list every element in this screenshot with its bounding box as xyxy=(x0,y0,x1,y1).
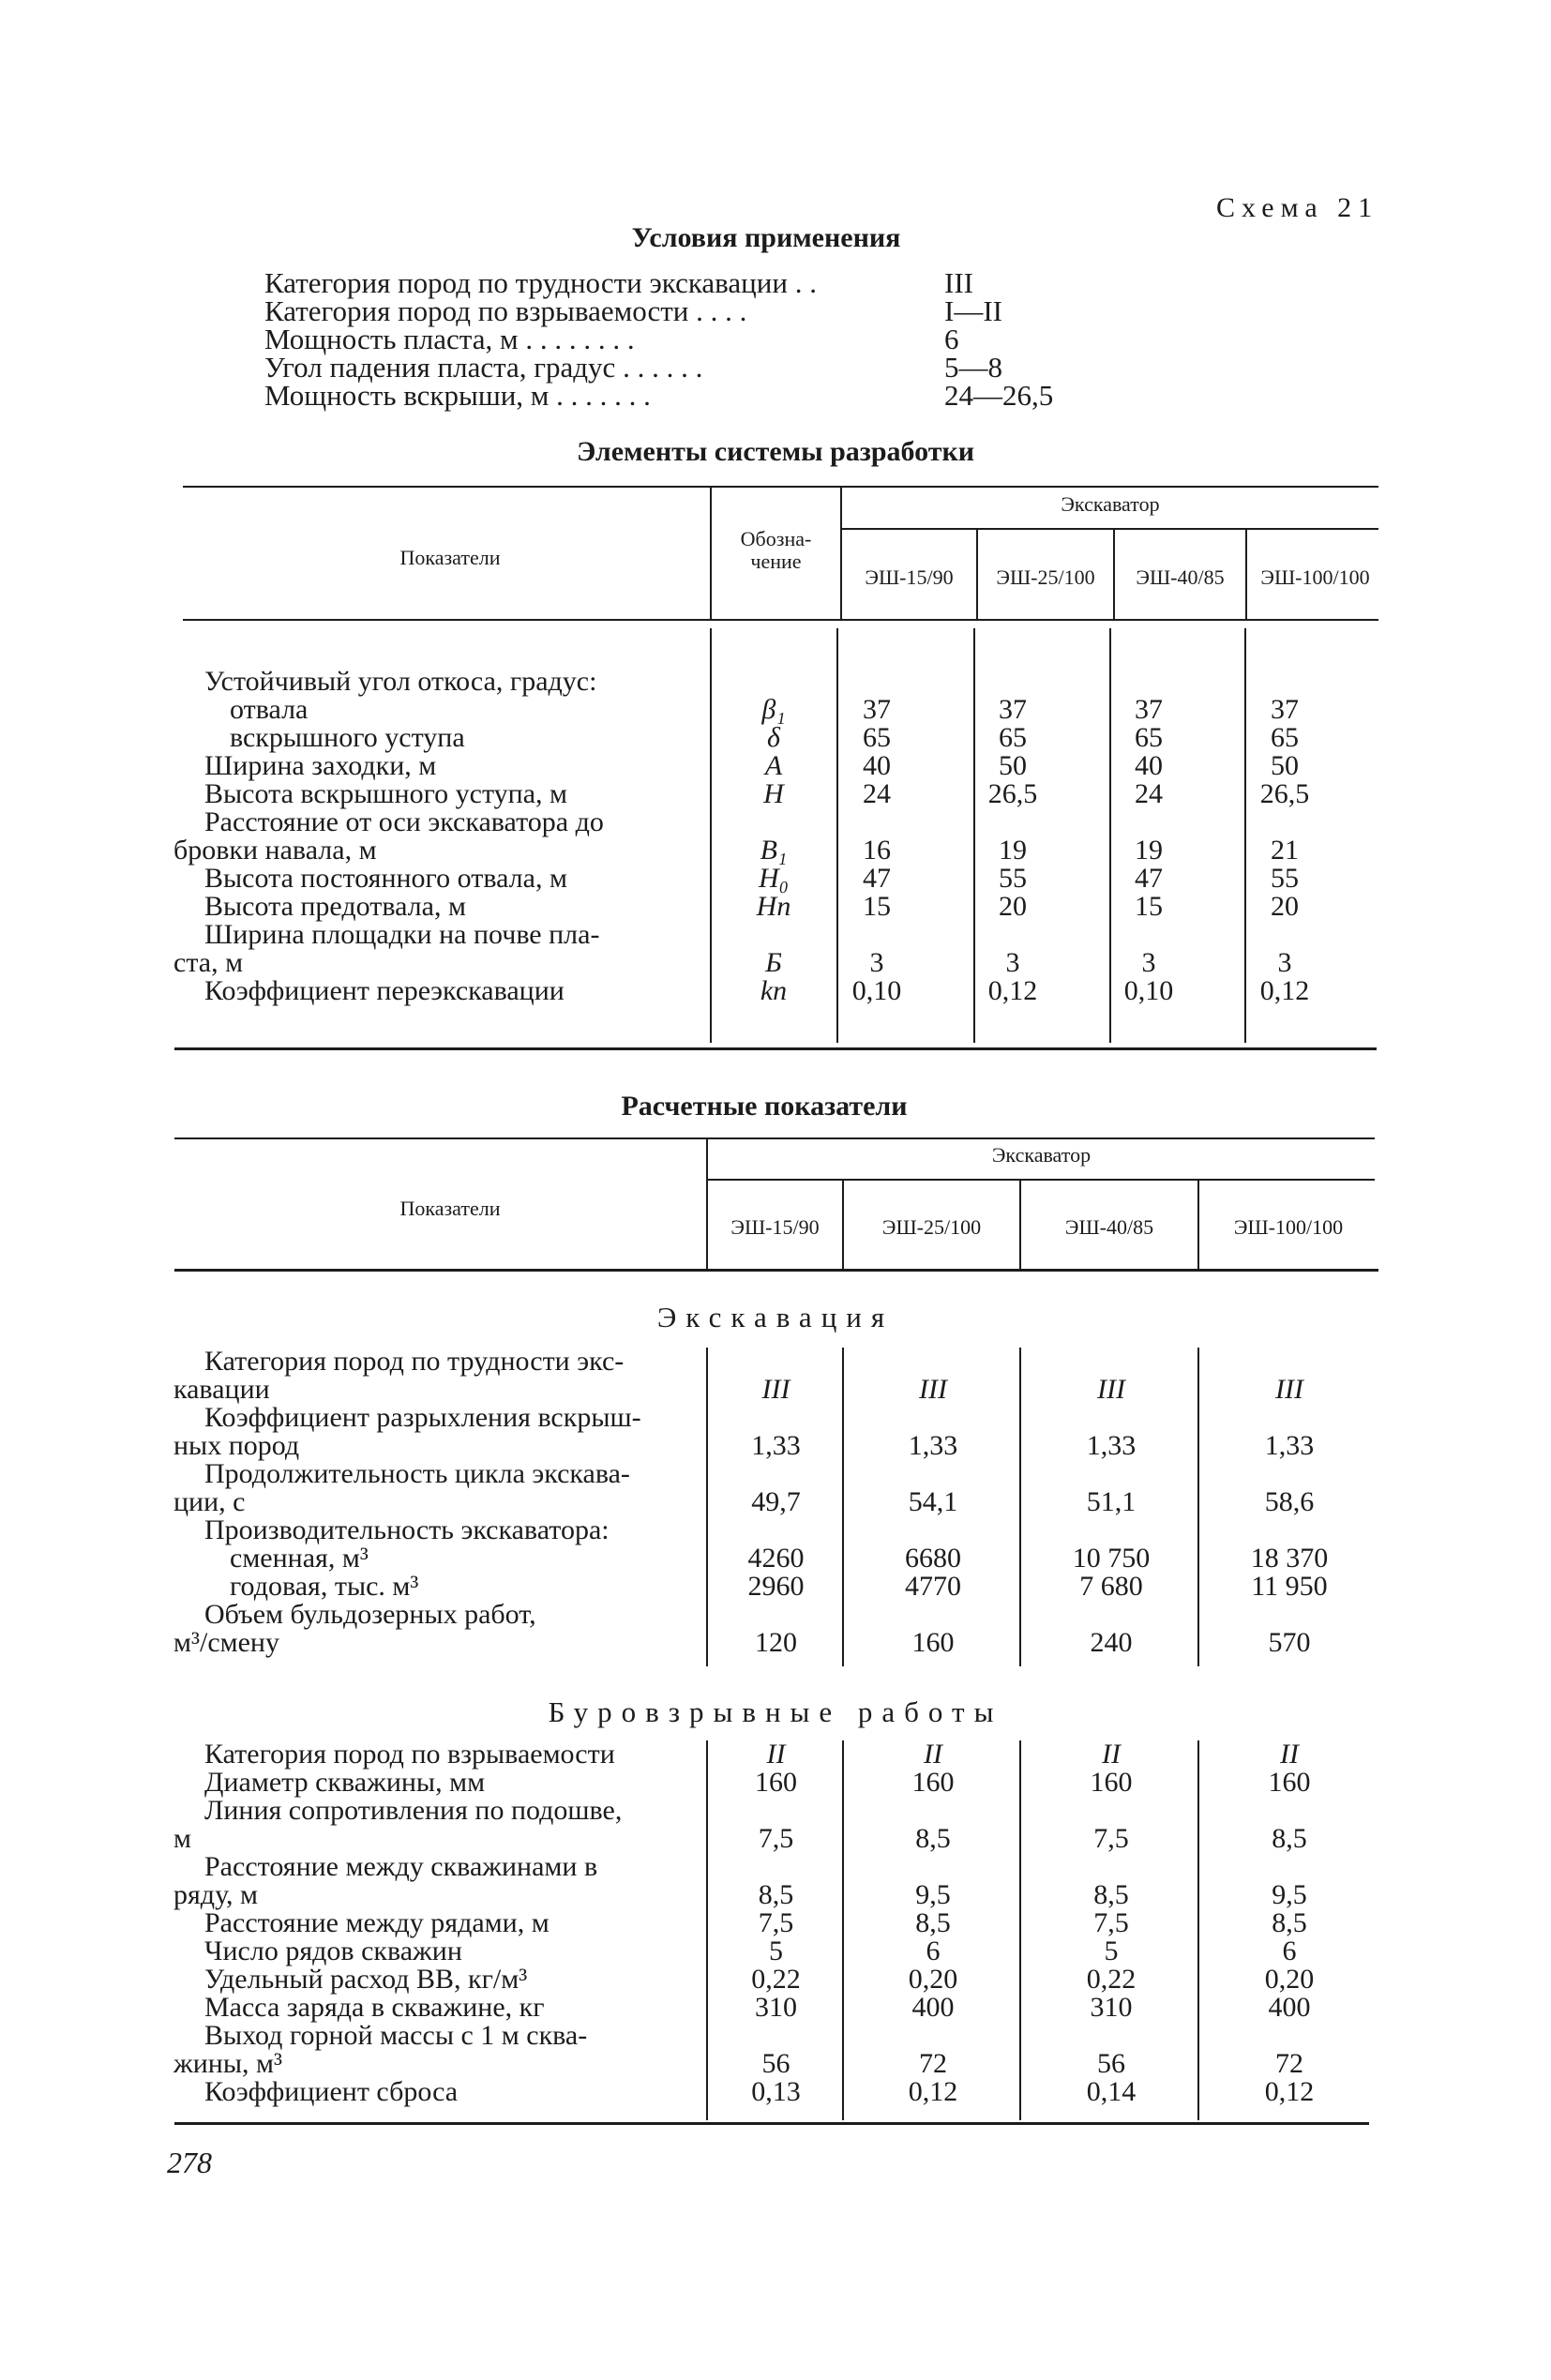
table1-row-symbol: Hп xyxy=(756,891,791,922)
table2-cell: 310 xyxy=(755,1992,797,2023)
table1-cell: 15 xyxy=(1135,891,1163,922)
table1-cell: 16 xyxy=(863,835,891,866)
table1-cell: 3 xyxy=(1005,947,1020,978)
condition-value: 5—8 xyxy=(944,351,1002,384)
table1-excavator-rule xyxy=(841,528,1378,530)
table2-row-label: кавации xyxy=(173,1374,270,1405)
table2-cell: 160 xyxy=(1268,1767,1311,1798)
table1-header-rule xyxy=(183,619,1378,621)
table1-cell: 37 xyxy=(999,694,1027,725)
table1-cell: 3 xyxy=(1277,947,1292,978)
table2-row-label: Категория пород по трудности экс- xyxy=(204,1346,625,1377)
table1-bottom-rule xyxy=(174,1047,1377,1050)
table1-model-header: ЭШ-40/85 xyxy=(1136,565,1225,589)
table2-cell: 6 xyxy=(1282,1936,1297,1966)
table2-vline xyxy=(1197,1740,1199,2120)
table1-cell: 50 xyxy=(1271,750,1299,781)
table1-cell: 65 xyxy=(999,722,1027,753)
table1-row-label: Высота предотвала, м xyxy=(204,891,466,922)
table2-vline xyxy=(842,1740,844,2120)
table2-cell: 0,22 xyxy=(751,1964,801,1995)
table1-cell: 3 xyxy=(1141,947,1156,978)
table1-row-label: вскрышного уступа xyxy=(230,722,465,753)
table1-cell: 37 xyxy=(1135,694,1163,725)
table2-cell: II xyxy=(1280,1739,1299,1770)
table1-cell: 0,12 xyxy=(987,975,1038,1006)
table1-row-symbol: kп xyxy=(760,975,788,1006)
table2-cell: 310 xyxy=(1090,1992,1133,2023)
table2-cell: 8,5 xyxy=(915,1907,951,1938)
page-number: 278 xyxy=(167,2146,212,2179)
table2-cell: 1,33 xyxy=(1086,1430,1137,1461)
table2-cell: 9,5 xyxy=(1272,1879,1307,1910)
table2-cell: 0,12 xyxy=(908,2076,958,2107)
table1-row-symbol: δ xyxy=(767,722,780,753)
table2-row-label: Объем бульдозерных работ, xyxy=(204,1599,536,1630)
table2-cell: II xyxy=(924,1739,942,1770)
table2-cell: 18 370 xyxy=(1250,1543,1329,1574)
table2-cell: 0,12 xyxy=(1264,2076,1315,2107)
table1-cell: 65 xyxy=(1135,722,1163,753)
table2-vline xyxy=(1197,1348,1199,1666)
table1-cell: 19 xyxy=(999,835,1027,866)
table2-cell: 8,5 xyxy=(758,1879,794,1910)
table1-cell: 20 xyxy=(999,891,1027,922)
table1-cell: 24 xyxy=(1135,778,1163,809)
table2-cell: 5 xyxy=(1104,1936,1119,1966)
table1-vline xyxy=(710,628,712,1043)
table2-cell: 58,6 xyxy=(1264,1486,1315,1517)
condition-value: 24—26,5 xyxy=(944,379,1054,412)
table1-row-label: Высота постоянного отвала, м xyxy=(204,863,567,894)
table2-top-rule xyxy=(174,1137,1375,1139)
table1-cell: 37 xyxy=(863,694,891,725)
table1-cell: 47 xyxy=(863,863,891,894)
table2-row-label: Масса заряда в скважине, кг xyxy=(204,1992,545,2023)
table2-cell: III xyxy=(1275,1374,1303,1405)
table2-cell: 0,20 xyxy=(1264,1964,1315,1995)
condition-label: Мощность пласта, м . . . . . . . . xyxy=(264,323,635,355)
table2-excavator-header: Экскаватор xyxy=(991,1143,1092,1167)
table2-cell: 160 xyxy=(911,1767,955,1798)
table1-cell: 0,12 xyxy=(1259,975,1310,1006)
table2-cell: 0,20 xyxy=(908,1964,958,1995)
table1-cell: 20 xyxy=(1271,891,1299,922)
table1-row-symbol: A xyxy=(764,750,783,781)
table2-vline xyxy=(706,1740,708,2120)
table2-model-header: ЭШ-100/100 xyxy=(1233,1215,1344,1239)
table2-row-label: Линия сопротивления по подошве, xyxy=(204,1795,623,1826)
table1-cell: 47 xyxy=(1135,863,1163,894)
table1-cell: 26,5 xyxy=(1259,778,1310,809)
table1-model-header: ЭШ-25/100 xyxy=(996,565,1095,589)
table2-cell: 0,13 xyxy=(751,2076,801,2107)
table2-cell: 1,33 xyxy=(1264,1430,1315,1461)
table2-cell: 72 xyxy=(919,2048,947,2079)
table2-cell: 160 xyxy=(1090,1767,1133,1798)
condition-label: Категория пород по взрываемости . . . . xyxy=(264,294,747,327)
table2-cell: III xyxy=(761,1374,791,1405)
table1-cell: 15 xyxy=(863,891,891,922)
table1-row-label: Ширина заходки, м xyxy=(204,750,437,781)
table1-cell: 24 xyxy=(863,778,891,809)
table2-row-label: Удельный расход ВВ, кг/м³ xyxy=(204,1964,528,1995)
table2-cell: 8,5 xyxy=(915,1823,951,1854)
table1-cell: 65 xyxy=(863,722,891,753)
table2-row-label: ции, с xyxy=(173,1486,246,1517)
table2-cell: 400 xyxy=(911,1992,955,2023)
table2-row-label: сменная, м³ xyxy=(230,1543,369,1574)
table2-cell: 7,5 xyxy=(1093,1823,1129,1854)
table2-row-label: Категория пород по взрываемости xyxy=(204,1739,615,1770)
table2-cell: 8,5 xyxy=(1093,1879,1129,1910)
condition-label: Угол падения пласта, градус . . . . . . xyxy=(264,351,703,384)
table2-row-label: Расстояние между рядами, м xyxy=(204,1907,550,1938)
table1-row-label: Коэффициент переэкскавации xyxy=(204,975,565,1006)
table2-row-label: м³/смену xyxy=(173,1627,279,1658)
table2-cell: 570 xyxy=(1268,1627,1311,1658)
table2-vline xyxy=(706,1348,708,1666)
table2-cell: 1,33 xyxy=(751,1430,801,1461)
table1-excavator-header: Экскаватор xyxy=(1061,492,1160,516)
table2-cell: 56 xyxy=(761,2048,791,2079)
table1-row-label: Высота вскрышного уступа, м xyxy=(204,778,568,809)
table2-cell: 6 xyxy=(926,1936,941,1966)
table2-model-header: ЭШ-25/100 xyxy=(881,1215,982,1239)
table1-cell: 55 xyxy=(999,863,1027,894)
table2-cell: 10 750 xyxy=(1072,1543,1151,1574)
section-excavation: Экскавация xyxy=(656,1301,895,1333)
table2-cell: 240 xyxy=(1090,1627,1133,1658)
table2-cell: 8,5 xyxy=(1272,1907,1307,1938)
conditions-title: Условия применения xyxy=(631,222,901,253)
table2-row-label: Производительность экскаватора: xyxy=(204,1514,610,1545)
table1-cell: 40 xyxy=(1135,750,1163,781)
table2-cell: 4770 xyxy=(905,1571,961,1602)
table2-cell: II xyxy=(1102,1739,1121,1770)
condition-value: I—II xyxy=(944,294,1002,327)
calculated-title: Расчетные показатели xyxy=(621,1091,908,1122)
table2-bottom-rule xyxy=(174,2122,1369,2125)
table2-cell: 120 xyxy=(755,1627,797,1658)
table1-indicators-header: Показатели xyxy=(399,546,501,569)
elements-title: Элементы системы разработки xyxy=(576,436,975,467)
condition-value: III xyxy=(944,266,973,299)
table2-row-label: Продолжительность цикла экскава- xyxy=(204,1458,630,1489)
table2-cell: III xyxy=(919,1374,947,1405)
table1-model-header: ЭШ-100/100 xyxy=(1260,565,1370,589)
table2-cell: II xyxy=(766,1739,786,1770)
table2-row-label: Коэффициент сброса xyxy=(204,2076,459,2107)
table2-row-label: жины, м³ xyxy=(173,2048,282,2079)
table2-vline xyxy=(842,1348,844,1666)
table1-row-label: бровки навала, м xyxy=(173,835,377,866)
condition-label: Мощность вскрыши, м . . . . . . . xyxy=(264,379,651,412)
table1-cell: 55 xyxy=(1271,863,1299,894)
table2-cell: 0,22 xyxy=(1086,1964,1137,1995)
table1-row-symbol: β₁ xyxy=(761,694,786,725)
table2-cell: 6680 xyxy=(905,1543,961,1574)
table1-row-label: Ширина площадки на почве пла- xyxy=(204,919,600,950)
condition-value: 6 xyxy=(944,323,959,355)
condition-label: Категория пород по трудности экскавации . . xyxy=(264,266,817,299)
table2-cell: 160 xyxy=(911,1627,955,1658)
table1-cell: 65 xyxy=(1271,722,1299,753)
table2-row-label: Коэффициент разрыхления вскрыш- xyxy=(204,1402,641,1433)
table1-cell: 19 xyxy=(1135,835,1163,866)
table2-cell: 7 680 xyxy=(1079,1571,1143,1602)
table2-header-rule xyxy=(174,1269,1378,1272)
table2-row-label: ных пород xyxy=(173,1430,300,1461)
table2-cell: 11 950 xyxy=(1251,1571,1328,1602)
table2-cell: 8,5 xyxy=(1272,1823,1307,1854)
table2-cell: 7,5 xyxy=(758,1907,794,1938)
table1-symbol-header: Обозна- чение xyxy=(740,527,812,573)
table2-cell: 1,33 xyxy=(908,1430,958,1461)
table2-row-label: Выход горной массы с 1 м сква- xyxy=(204,2020,588,2051)
table1-row-symbol: H xyxy=(763,778,784,809)
table2-cell: III xyxy=(1097,1374,1125,1405)
table2-row-label: м xyxy=(173,1823,191,1854)
table1-row-label: ста, м xyxy=(173,947,244,978)
table2-row-label: годовая, тыс. м³ xyxy=(230,1571,419,1602)
table2-cell: 0,14 xyxy=(1086,2076,1137,2107)
table2-vline xyxy=(1019,1740,1021,2120)
table2-cell: 4260 xyxy=(747,1543,805,1574)
table2-cell: 2960 xyxy=(747,1571,805,1602)
table2-model-header: ЭШ-40/85 xyxy=(1064,1215,1154,1239)
table1-top-rule xyxy=(183,486,1378,488)
table2-cell: 9,5 xyxy=(915,1879,951,1910)
table2-cell: 54,1 xyxy=(908,1486,958,1517)
table2-row-label: ряду, м xyxy=(173,1879,259,1910)
table2-row-label: Число рядов скважин xyxy=(204,1936,462,1966)
table1-cell: 0,10 xyxy=(1123,975,1174,1006)
table2-model-header: ЭШ-15/90 xyxy=(730,1215,820,1239)
table1-cell: 0,10 xyxy=(851,975,902,1006)
table2-cell: 7,5 xyxy=(758,1823,794,1854)
table2-cell: 160 xyxy=(755,1767,797,1798)
table1-row-label: отвала xyxy=(230,694,309,725)
table1-row-label: Расстояние от оси экскаватора до xyxy=(204,806,604,837)
table1-row-symbol: H₀ xyxy=(758,863,790,894)
table2-cell: 49,7 xyxy=(751,1486,801,1517)
section-drilling-blasting: Буровзрывные работы xyxy=(548,1695,1003,1728)
table1-row-symbol: Б xyxy=(765,947,782,978)
table2-row-label: Диаметр скважины, мм xyxy=(204,1767,486,1798)
table1-model-header: ЭШ-15/90 xyxy=(865,565,954,589)
table2-row-label: Расстояние между скважинами в xyxy=(204,1851,598,1882)
table1-row-symbol: B₁ xyxy=(760,835,788,866)
table1-cell: 40 xyxy=(863,750,891,781)
table2-cell: 51,1 xyxy=(1086,1486,1137,1517)
table2-cell: 400 xyxy=(1268,1992,1311,2023)
scheme-number: Схема 21 xyxy=(1216,192,1379,223)
table1-cell: 21 xyxy=(1271,835,1299,866)
table2-cell: 5 xyxy=(769,1936,783,1966)
table1-cell: 50 xyxy=(999,750,1027,781)
table2-cell: 72 xyxy=(1275,2048,1303,2079)
table1-vline xyxy=(710,488,712,619)
table2-indicators-header: Показатели xyxy=(399,1197,501,1220)
table1-cell: 26,5 xyxy=(987,778,1038,809)
table2-cell: 7,5 xyxy=(1093,1907,1129,1938)
table2-excavator-rule xyxy=(708,1179,1375,1181)
table2-cell: 56 xyxy=(1097,2048,1125,2079)
table1-row-label: Устойчивый угол откоса, градус: xyxy=(204,666,597,697)
table1-cell: 37 xyxy=(1271,694,1299,725)
table1-cell: 3 xyxy=(869,947,884,978)
table2-vline xyxy=(1019,1348,1021,1666)
